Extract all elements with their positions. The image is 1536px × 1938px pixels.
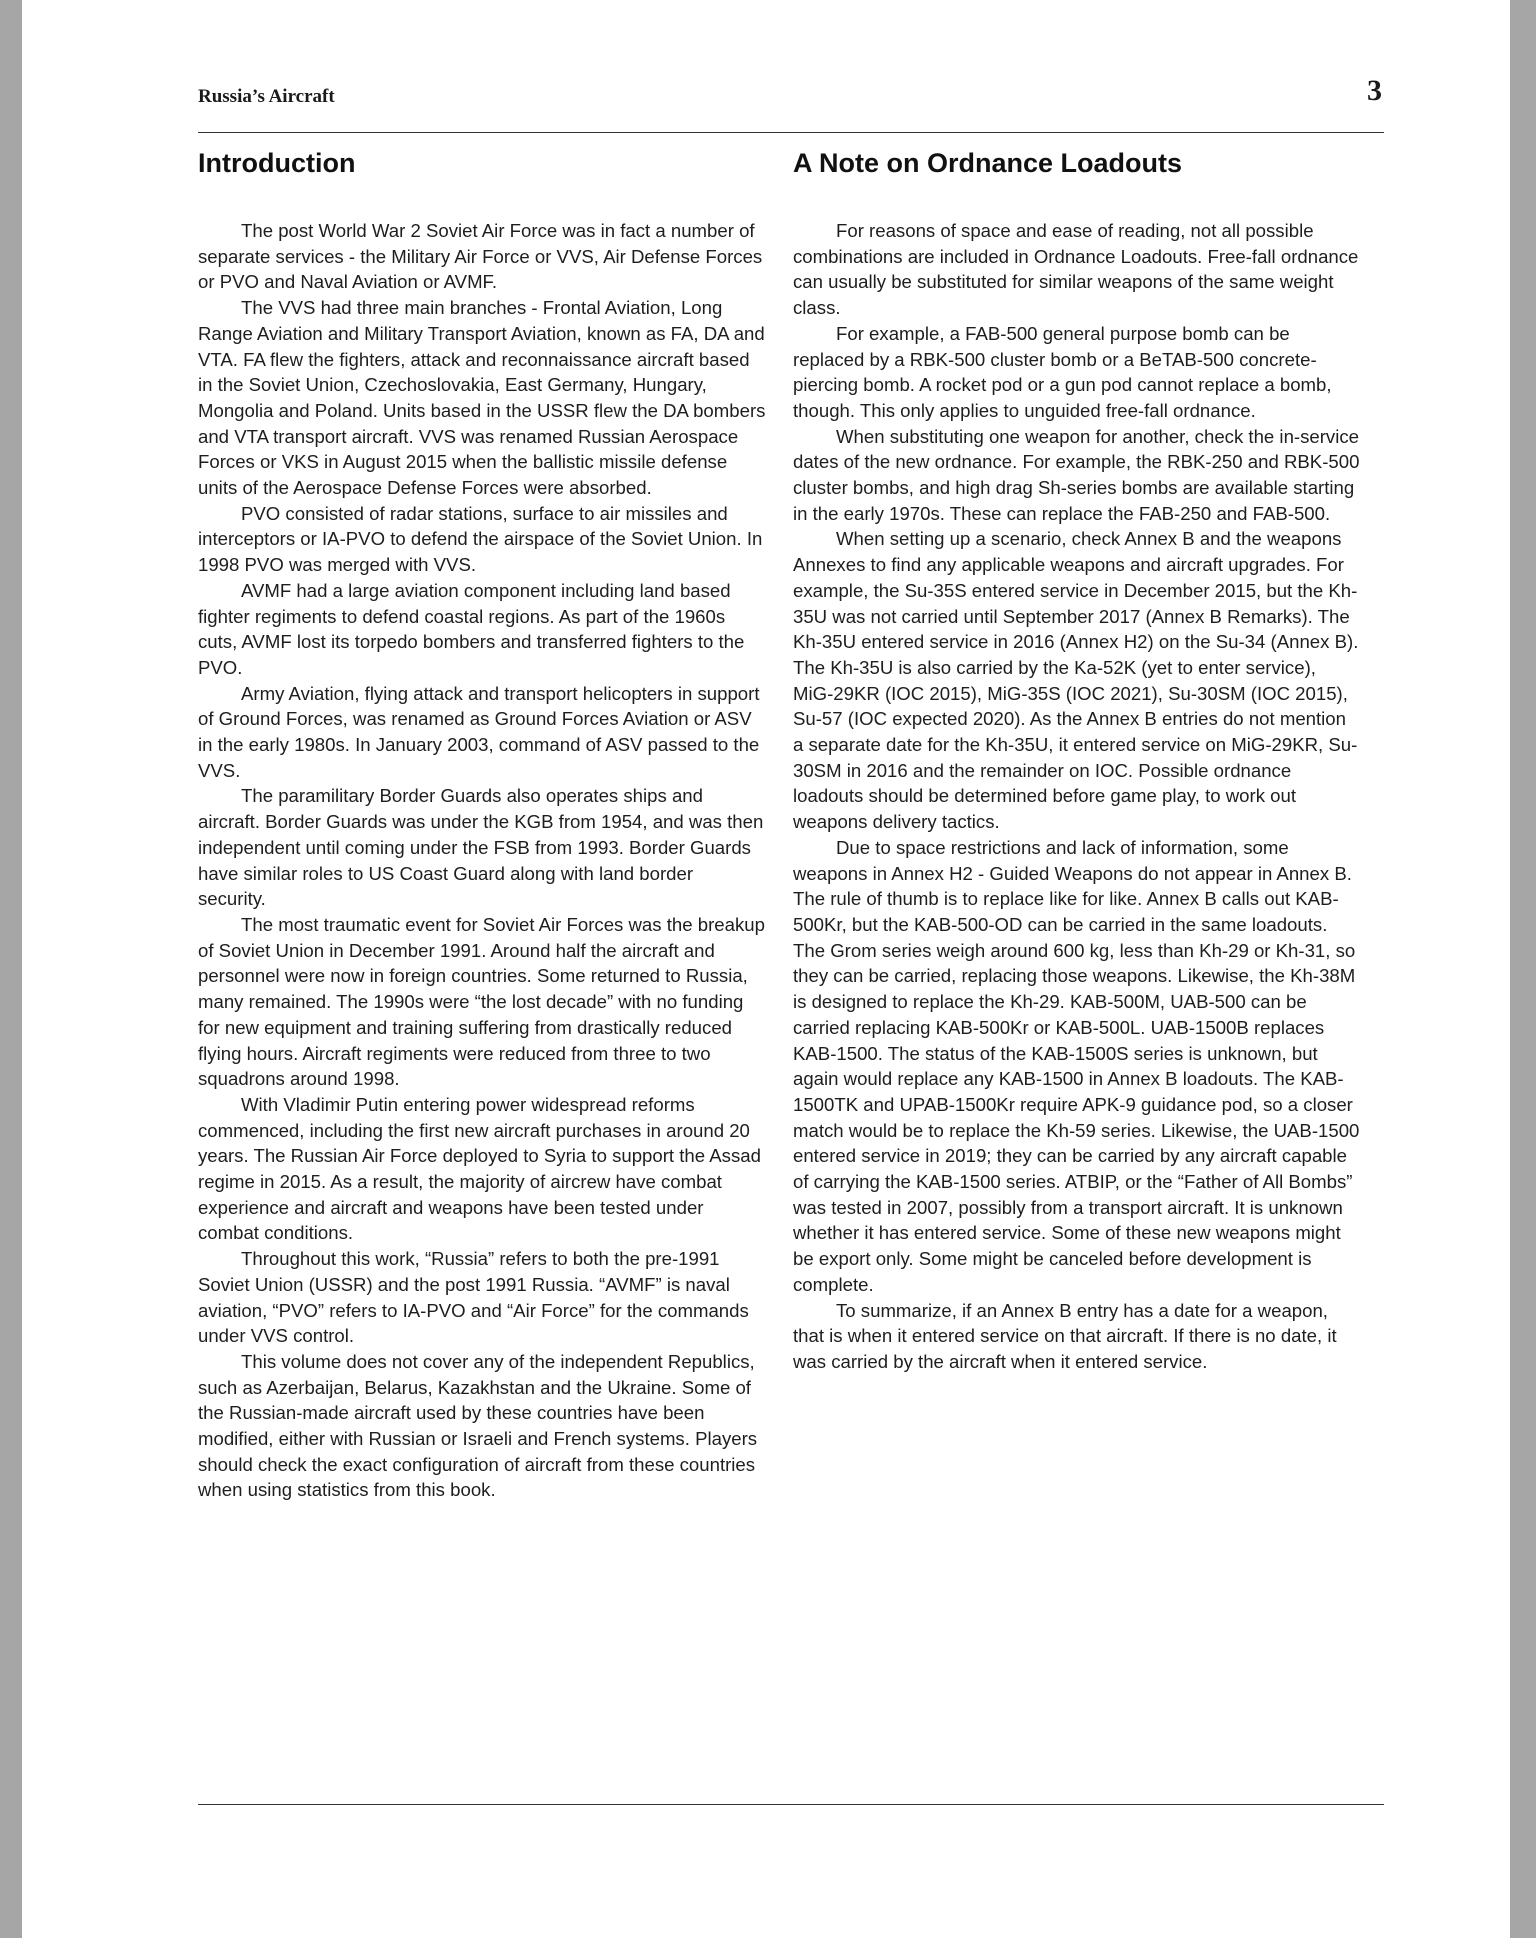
body-paragraph: With Vladimir Putin entering power widespread reforms commenced, including the first new aircraft purchases in around 20 years. The Russian Air Force deployed to Syria to support the Assad regime in 2015. As a result, the majority of aircrew have combat experience and aircraft and weapons have been tested under combat conditions. xyxy=(198,1093,761,1244)
body-paragraph: To summarize, if an Annex B entry has a date for a weapon, that is when it entered service on that aircraft. If there is no date, it was carried by the aircraft when it entered service. xyxy=(793,1299,1337,1372)
document-page xyxy=(22,0,1510,1938)
body-paragraph: The VVS had three main branches - Frontal Aviation, Long Range Aviation and Military Transport Aviation, known as FA, DA and VTA. FA flew the fighters, attack and reconnaissance aircraft based in the Soviet Union, Czechoslovakia, East Germany, Hungary, Mongolia and Poland. Units based in the USSR flew the DA bombers and VTA transport aircraft. VVS was renamed Russian Aerospace Forces or VKS in August 2015 when the ballistic missile defense units of the Aerospace Defense Forces were absorbed. xyxy=(198,297,766,499)
body-paragraph: This volume does not cover any of the independent Republics, such as Azerbaijan, Belarus, Kazakhstan and the Ukraine. Some of the Russian-made aircraft used by these countries have been modified, either with Russian or Israeli and French systems. Players should check the exact configuration of aircraft from these countries when using statistics from this book. xyxy=(198,1350,758,1501)
ordnance-loadouts-heading: A Note on Ordnance Loadouts xyxy=(793,148,1183,178)
body-paragraph: The post World War 2 Soviet Air Force was in fact a number of separate services - the Military Air Force or VVS, Air Defense Forces or PVO and Naval Aviation or AVMF. xyxy=(198,220,763,293)
ordnance-loadouts-column xyxy=(793,146,1361,1375)
body-paragraph: The most traumatic event for Soviet Air Forces was the breakup of Soviet Union in December 1991. Around half the aircraft and personnel were now in foreign countries. Some returned to Russia, many remained. The 1990s were “the lost decade” with no funding for new equipment and training suffering from drastically reduced flying hours. Aircraft regiments were reduced from three to two squadrons around 1998. xyxy=(198,913,765,1090)
body-paragraph: Army Aviation, flying attack and transport helicopters in support of Ground Forces, was renamed as Ground Forces Aviation or ASV in the early 1980s. In January 2003, command of ASV passed to the VVS. xyxy=(198,682,760,781)
body-paragraph: When setting up a scenario, check Annex B and the weapons Annexes to find any applicable weapons and aircraft upgrades. For example, the Su-35S entered service in December 2015, but the Kh-35U was not carried until September 2017 (Annex B Remarks). The Kh-35U entered service in 2016 (Annex H2) on the Su-34 (Annex B). The Kh-35U is also carried by the Ka-52K (yet to enter service), MiG-29KR (IOC 2015), MiG-35S (IOC 2021), Su-30SM (IOC 2015), Su-57 (IOC expected 2020). As the Annex B entries do not mention a separate date for the Kh-35U, it entered service on MiG-29KR, Su-30SM in 2016 and the remainder on IOC. Possible ordnance loadouts should be determined before game play, to work out weapons delivery tactics. xyxy=(793,528,1359,833)
body-paragraph: When substituting one weapon for another, check the in-service dates of the new ordnance. For example, the RBK-250 and RBK-500 cluster bombs, and high drag Sh-series bombs are available starting in the early 1970s. These can replace the FAB-250 and FAB-500. xyxy=(793,425,1360,524)
introduction-column xyxy=(198,146,766,1503)
page-number: 3 xyxy=(1367,74,1382,107)
introduction-heading: Introduction xyxy=(198,148,356,178)
body-paragraph: Throughout this work, “Russia” refers to both the pre-1991 Soviet Union (USSR) and the post 1991 Russia. “AVMF” is naval aviation, “PVO” refers to IA-PVO and “Air Force” for the commands under VVS control. xyxy=(198,1248,749,1347)
running-header-title: Russia’s Aircraft xyxy=(198,86,335,107)
body-paragraph: The paramilitary Border Guards also operates ships and aircraft. Border Guards was under the KGB from 1954, and was then independent until coming under the FSB from 1993. Border Guards have similar roles to US Coast Guard along with land border security. xyxy=(198,785,764,910)
header-rule xyxy=(198,132,1384,133)
body-paragraph: Due to space restrictions and lack of information, some weapons in Annex H2 - Guided Weapons do not appear in Annex B. The rule of thumb is to replace like for like. Annex B calls out KAB-500Kr, but the KAB-500-OD can be carried in the same loadouts. The Grom series weigh around 600 kg, less than Kh-29 or Kh-31, so they can be carried, replacing those weapons. Likewise, the Kh-38M is designed to replace the Kh-29. KAB-500M, UAB-500 can be carried replacing KAB-500Kr or KAB-500L. UAB-1500B replaces KAB-1500. The status of the KAB-1500S series is unknown, but again would replace any KAB-1500 in Annex B loadouts. The KAB-1500TK and UPAB-1500Kr require APK-9 guidance pod, so a closer match would be to replace the Kh-59 series. Likewise, the UAB-1500 entered service in 2019; they can be carried by any aircraft capable of carrying the KAB-1500 series. ATBIP, or the “Father of All Bombs” was tested in 2007, possibly from a transport aircraft. It is unknown whether it has entered service. Some of these new weapons might be export only. Some might be canceled before development is complete. xyxy=(793,836,1360,1295)
body-paragraph: AVMF had a large aviation component including land based fighter regiments to defend coastal regions. As part of the 1960s cuts, AVMF lost its torpedo bombers and transferred fighters to the PVO. xyxy=(198,579,745,678)
body-paragraph: PVO consisted of radar stations, surface to air missiles and interceptors or IA-PVO to defend the airspace of the Soviet Union. In 1998 PVO was merged with VVS. xyxy=(198,502,763,576)
body-paragraph: For example, a FAB-500 general purpose bomb can be replaced by a RBK-500 cluster bomb or a BeTAB-500 concrete-piercing bomb. A rocket pod or a gun pod cannot replace a bomb, though. This only applies to unguided free-fall ordnance. xyxy=(793,322,1332,421)
footer-rule xyxy=(198,1804,1384,1805)
body-paragraph: For reasons of space and ease of reading, not all possible combinations are included in Ordnance Loadouts. Free-fall ordnance can usually be substituted for similar weapons of the same weight class. xyxy=(793,220,1359,319)
